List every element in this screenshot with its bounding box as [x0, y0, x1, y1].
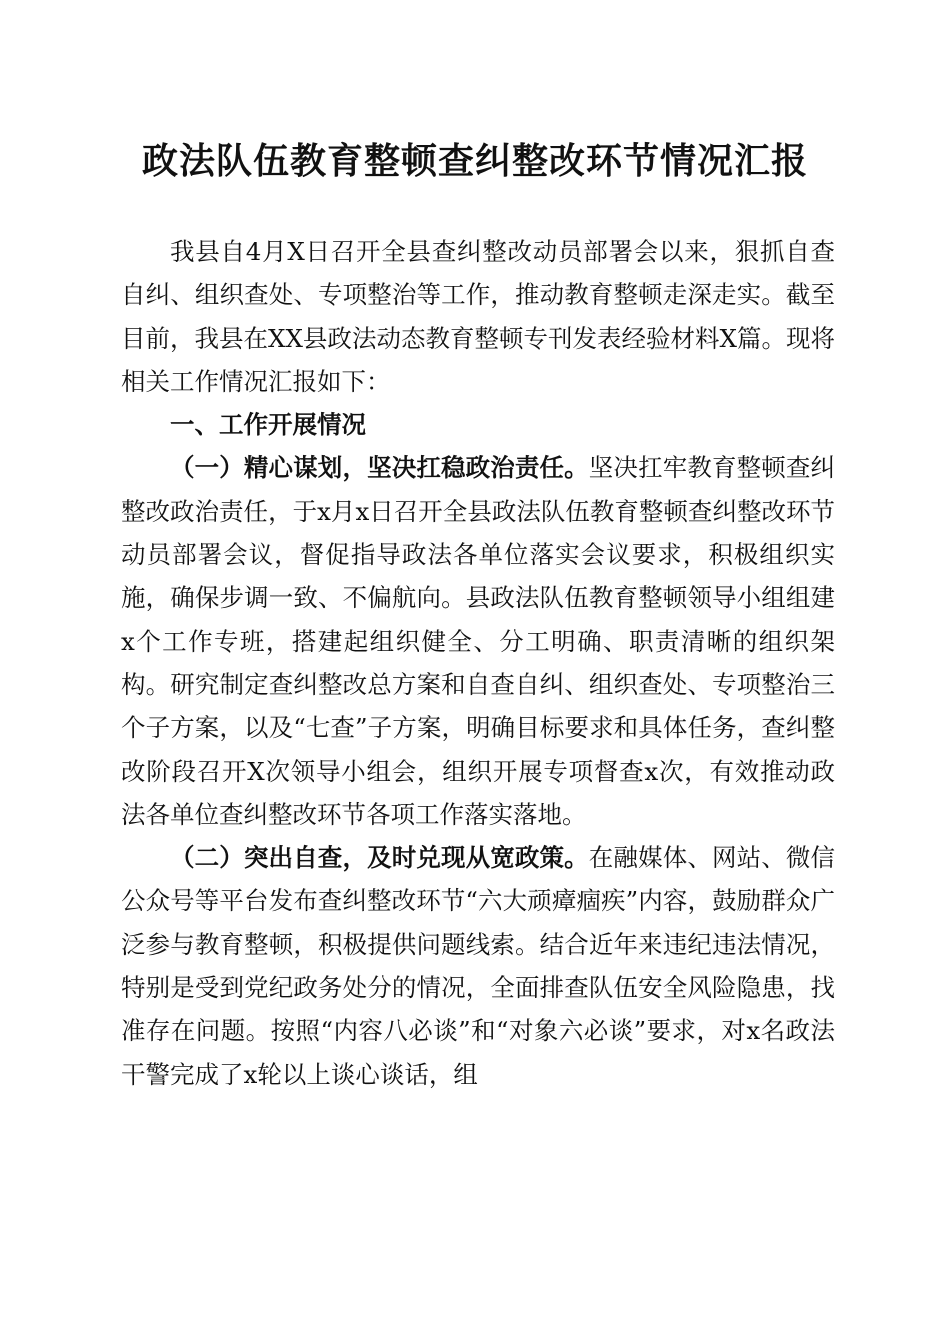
section-heading: 一、工作开展情况 — [170, 410, 366, 440]
paragraph-text-1: 坚决扛牢教育整顿查纠整改政治责任，于x月x日召开全县政法队伍教育整顿查纠整改环节动员部署会议，督促指导政法各单位落实会议要求，积极组织实施，确保步调一致、不偏航向。县政法队伍教育整顿领导小组组建x个工作专班，搭建起组织健全、分工明确、职责清晰的组织架构。研究制定查纠整改总方案和自查自纠、组织查处、专项整治三个子方案，以及“七查”子方案，明确目标要求和具体任务，查纠整改阶段召开X次领导小组会，组织开展专项督查x次，有效推动政法各单位查纠整改环节各项工作落实落地。 — [121, 453, 836, 829]
document-title: 政法队伍教育整顿查纠整改环节情况汇报 — [141, 140, 808, 182]
paragraph-lead-2: （二）突出自查，及时兑现从宽政策。 — [170, 843, 589, 873]
paragraph-text-2: 在融媒体、网站、微信公众号等平台发布查纠整改环节“六大顽瘴痼疾”内容，鼓励群众广泛参与教育整顿，积极提供问题线索。结合近年来违纪违法情况，特别是受到党纪政务处分的情况，全面排查队伍安全风险隐患，找准存在问题。按照“内容八必谈”和“对象六必谈”要求，对x名政法干警完成了x轮以上谈心谈话，组 — [121, 843, 836, 1089]
intro-paragraph: 我县自4月X日召开全县查纠整改动员部署会以来，狠抓自查自纠、组织查处、专项整治等工作，推动教育整顿走深走实。截至目前，我县在XX县政法动态教育整顿专刊发表经验材料X篇。现将相关工作情况汇报如下： — [121, 237, 835, 396]
paragraph-lead-1: （一）精心谋划，坚决扛稳政治责任。 — [170, 453, 589, 483]
paragraph-item-2 — [121, 836, 835, 1096]
document-body — [121, 230, 835, 1096]
paragraph-item-1 — [121, 446, 835, 836]
